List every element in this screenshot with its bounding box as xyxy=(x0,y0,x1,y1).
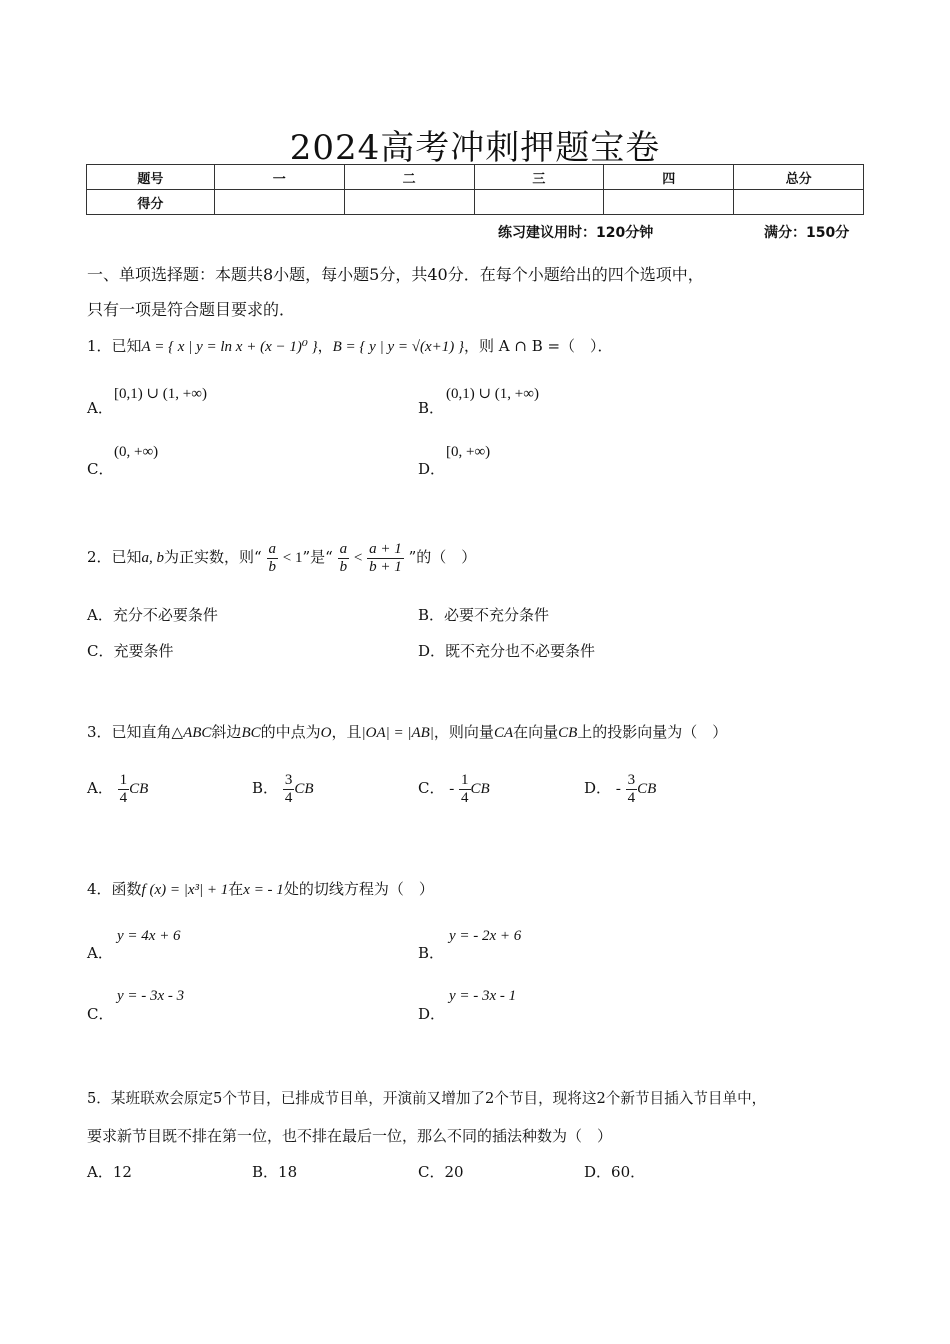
section-heading-line2: 只有一项是符合题目要求的． xyxy=(87,300,296,319)
q2-mid1: 为正实数，则“ xyxy=(164,548,262,566)
q5-option-d[interactable]: D．60． xyxy=(584,1163,646,1181)
option-label: A． xyxy=(87,399,113,417)
option-label: B． xyxy=(418,944,445,962)
option-label: D． xyxy=(418,460,446,478)
q3-text3: 的中点为 xyxy=(260,723,321,741)
q2-suffix: ”的（ ） xyxy=(408,548,477,566)
option-label: C． xyxy=(87,1005,114,1023)
option-label: C． xyxy=(87,460,114,478)
minus-sign: - xyxy=(615,781,621,797)
q3-text6: 在向量 xyxy=(513,723,559,741)
fraction-denominator: 4 xyxy=(119,789,128,806)
q3-cb: CB xyxy=(558,725,578,741)
q3-text1: 3．已知直角 xyxy=(87,723,172,741)
q4-at: x = - 1 xyxy=(243,882,284,898)
fraction-numerator: 1 xyxy=(119,772,128,788)
option-label: D． xyxy=(584,779,612,797)
q2-option-d[interactable]: D．既不充分也不必要条件 xyxy=(418,642,596,660)
table-cell: 得分 xyxy=(87,190,215,215)
q4-option-d[interactable] xyxy=(418,1003,445,1024)
option-label: B． xyxy=(418,399,445,417)
q1-option-b[interactable] xyxy=(418,397,444,418)
q2-fraction-1 xyxy=(267,541,279,575)
q1-comma: ， xyxy=(317,337,333,355)
vector-cb: CB xyxy=(470,781,490,797)
option-label: A． xyxy=(87,779,113,797)
q4-option-c[interactable] xyxy=(87,1003,113,1024)
q4-mid: 在 xyxy=(228,880,244,898)
q2-option-b[interactable]: B．必要不充分条件 xyxy=(418,606,550,624)
q1-option-a[interactable] xyxy=(87,397,113,418)
q2-mid2: ”是“ xyxy=(302,548,333,566)
q2-vars: a, b xyxy=(141,550,165,566)
q1-option-a-expr: [0,1) ∪ (1, +∞) xyxy=(114,386,207,402)
score-input-cell[interactable] xyxy=(734,190,864,215)
q3-text7: 上的投影向量为（ ） xyxy=(577,723,728,741)
score-table-header-row xyxy=(87,165,864,190)
fraction-denominator: 4 xyxy=(284,789,293,806)
q5-option-c[interactable]: C．20 xyxy=(418,1163,464,1181)
fraction-numerator: 3 xyxy=(627,772,636,788)
minus-sign: - xyxy=(449,781,455,797)
score-table-score-row xyxy=(87,190,864,215)
table-cell: 题号 xyxy=(87,165,215,190)
q1-set-b: B = { y | y = √(x+1) } xyxy=(332,339,464,355)
table-cell: 三 xyxy=(474,165,604,190)
q5-option-b[interactable]: B．18 xyxy=(252,1163,298,1181)
fraction-denominator: 4 xyxy=(461,789,469,806)
q3-o: O xyxy=(320,725,332,741)
q3-option-a[interactable] xyxy=(87,772,148,806)
q3-triangle: △ABC xyxy=(171,725,212,741)
q1-prefix: 1．已知 xyxy=(87,337,142,355)
q3-eq: |OA| = |AB| xyxy=(361,725,434,741)
fraction-numerator: a xyxy=(268,541,276,557)
fraction-numerator: 1 xyxy=(461,772,469,788)
q3-text2: 斜边 xyxy=(211,723,242,741)
table-cell: 二 xyxy=(344,165,474,190)
option-label: D． xyxy=(418,1005,446,1023)
q3-option-c[interactable] xyxy=(418,772,490,806)
section-heading-line1: 一、单项选择题：本题共8小题，每小题5分，共40分．在每个小题给出的四个选项中， xyxy=(87,265,704,284)
q3-option-d[interactable] xyxy=(584,772,656,806)
option-fraction xyxy=(459,772,471,806)
question-5-line2: 要求新节目既不排在第一位，也不排在最后一位，那么不同的插法种数为（ ） xyxy=(87,1127,613,1145)
table-cell: 总分 xyxy=(734,165,864,190)
vector-cb: CB xyxy=(129,781,149,797)
table-cell: 一 xyxy=(214,165,344,190)
q4-suffix: 处的切线方程为（ ） xyxy=(283,880,434,898)
option-fraction xyxy=(626,772,638,806)
fraction-denominator: b xyxy=(339,558,348,575)
q4-func: f (x) = |x³| + 1 xyxy=(141,882,229,898)
option-label: C． xyxy=(418,779,445,797)
option-label: A． xyxy=(87,944,113,962)
score-input-cell[interactable] xyxy=(214,190,344,215)
q4-option-b-expr: y = - 2x + 6 xyxy=(449,928,522,944)
q4-option-b[interactable] xyxy=(418,942,444,963)
question-5-line1: 5．某班联欢会原定5个节目，已排成节目单，开演前又增加了2个节目，现将这2个新节目插入节目单中， xyxy=(87,1090,767,1107)
q2-lt1: < 1 xyxy=(282,550,303,566)
q1-suffix: ，则 A ∩ B =（ ）． xyxy=(463,337,613,355)
fraction-numerator: a + 1 xyxy=(369,541,402,557)
fraction-denominator: b xyxy=(268,558,276,575)
vector-cb: CB xyxy=(637,781,657,797)
question-3-stem xyxy=(87,721,727,742)
full-score-note: 满分：150分 xyxy=(764,225,850,241)
option-fraction xyxy=(118,772,130,806)
q3-text5: ，则向量 xyxy=(433,723,494,741)
q3-ca: CA xyxy=(493,725,514,741)
score-table xyxy=(86,164,864,215)
q5-option-a[interactable]: A．12 xyxy=(87,1163,132,1181)
page-title: 2024高考冲刺押题宝卷 xyxy=(289,128,661,168)
q4-option-a-expr: y = 4x + 6 xyxy=(117,928,181,944)
q2-option-a[interactable]: A．充分不必要条件 xyxy=(87,606,218,624)
q4-prefix: 4．函数 xyxy=(87,880,142,898)
q1-option-b-expr: (0,1) ∪ (1, +∞) xyxy=(446,386,539,402)
fraction-numerator: 3 xyxy=(284,772,293,788)
q4-option-d-expr: y = - 3x - 1 xyxy=(449,988,517,1004)
fraction-denominator: b + 1 xyxy=(369,558,402,575)
q3-option-b[interactable] xyxy=(252,772,313,806)
q4-option-a[interactable] xyxy=(87,942,113,963)
score-input-cell[interactable] xyxy=(604,190,734,215)
score-input-cell[interactable] xyxy=(474,190,604,215)
q2-option-c[interactable]: C．充要条件 xyxy=(87,642,174,660)
q1-option-c[interactable] xyxy=(87,458,113,479)
q2-prefix: 2．已知 xyxy=(87,548,142,566)
question-2-stem xyxy=(87,541,476,575)
score-input-cell[interactable] xyxy=(344,190,474,215)
q1-option-d-expr: [0, +∞) xyxy=(446,444,491,460)
q2-lt2: < xyxy=(353,550,363,566)
vector-cb: CB xyxy=(294,781,314,797)
q4-option-c-expr: y = - 3x - 3 xyxy=(117,988,185,1004)
q3-text4: ，且 xyxy=(331,723,362,741)
q2-fraction-3 xyxy=(367,541,404,575)
q1-option-c-expr: (0, +∞) xyxy=(114,444,159,460)
q1-set-a: A = { x | y = ln x + (x − 1)⁰ } xyxy=(141,339,318,355)
option-label: B． xyxy=(252,779,279,797)
q3-bc: BC xyxy=(241,725,261,741)
fraction-numerator: a xyxy=(339,541,348,557)
option-fraction xyxy=(283,772,295,806)
table-cell: 四 xyxy=(604,165,734,190)
time-note: 练习建议用时：120分钟 xyxy=(498,225,654,241)
fraction-denominator: 4 xyxy=(627,789,636,806)
question-1-stem xyxy=(87,335,613,356)
q1-option-d[interactable] xyxy=(418,458,445,479)
question-4-stem xyxy=(87,878,434,899)
q2-fraction-2 xyxy=(338,541,350,575)
